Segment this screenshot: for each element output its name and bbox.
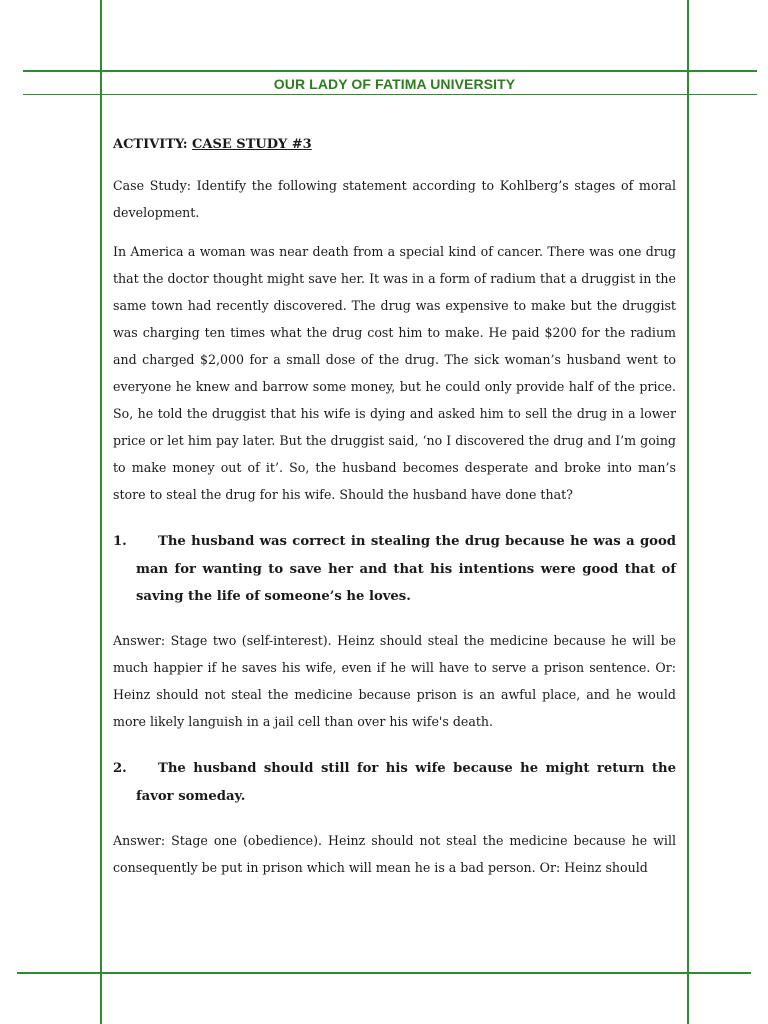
question-item	[113, 528, 676, 611]
footer-border-line	[17, 972, 751, 974]
case-story-paragraph: In America a woman was near death from a special kind of cancer. There was one drug that the doctor thought might save her. It was in a form of radium that a druggist in the same town had recently discovered. The drug was expensive to make but the druggist was charging ten times what the drug cost him to make. He paid $200 for the radium and charged $2,000 for a small dose of the drug. The sick woman’s husband went to everyone he knew and barrow some money, but he could only provide half of the price. So, he told the druggist that his wife is dying and asked him to sell the drug in a lower price or let him pay later. But the druggist said, ‘no I discovered the drug and I’m going to make money out of it’. So, the husband becomes desperate and broke into man’s store to steal the drug for his wife. Should the husband have done that?	[113, 244, 676, 502]
question-number: 2.	[113, 761, 127, 776]
header-border-line	[23, 70, 757, 72]
question-number: 1.	[113, 534, 127, 549]
answer-paragraph: Answer: Stage two (self-interest). Heinz should steal the medicine because he will be much happier if he saves his wife, even if he will have to serve a prison sentence. Or: Heinz should not steal the medicine because prison is an awful place, and he would more likely languish in a jail cell than over his wife's death.	[113, 633, 676, 729]
right-border-line	[687, 0, 689, 1024]
intro-paragraph: Case Study: Identify the following statement according to Kohlberg’s stages of moral development.	[113, 178, 676, 220]
activity-title: CASE STUDY #3	[192, 137, 312, 152]
activity-heading	[113, 137, 312, 152]
question-text: The husband was correct in stealing the drug because he was a good man for wanting to save her and that his intentions were good that of saving the life of someone’s he loves.	[136, 534, 676, 604]
university-title: OUR LADY OF FATIMA UNIVERSITY	[273, 76, 516, 92]
question-text: The husband should still for his wife because he might return the favor someday.	[136, 761, 676, 804]
activity-label: ACTIVITY:	[113, 137, 188, 152]
question-item	[113, 755, 676, 810]
left-border-line	[100, 0, 102, 1024]
header-underline	[23, 94, 757, 95]
answer-paragraph: Answer: Stage one (obedience). Heinz should not steal the medicine because he will consequently be put in prison which will mean he is a bad person. Or: Heinz should	[113, 833, 676, 875]
